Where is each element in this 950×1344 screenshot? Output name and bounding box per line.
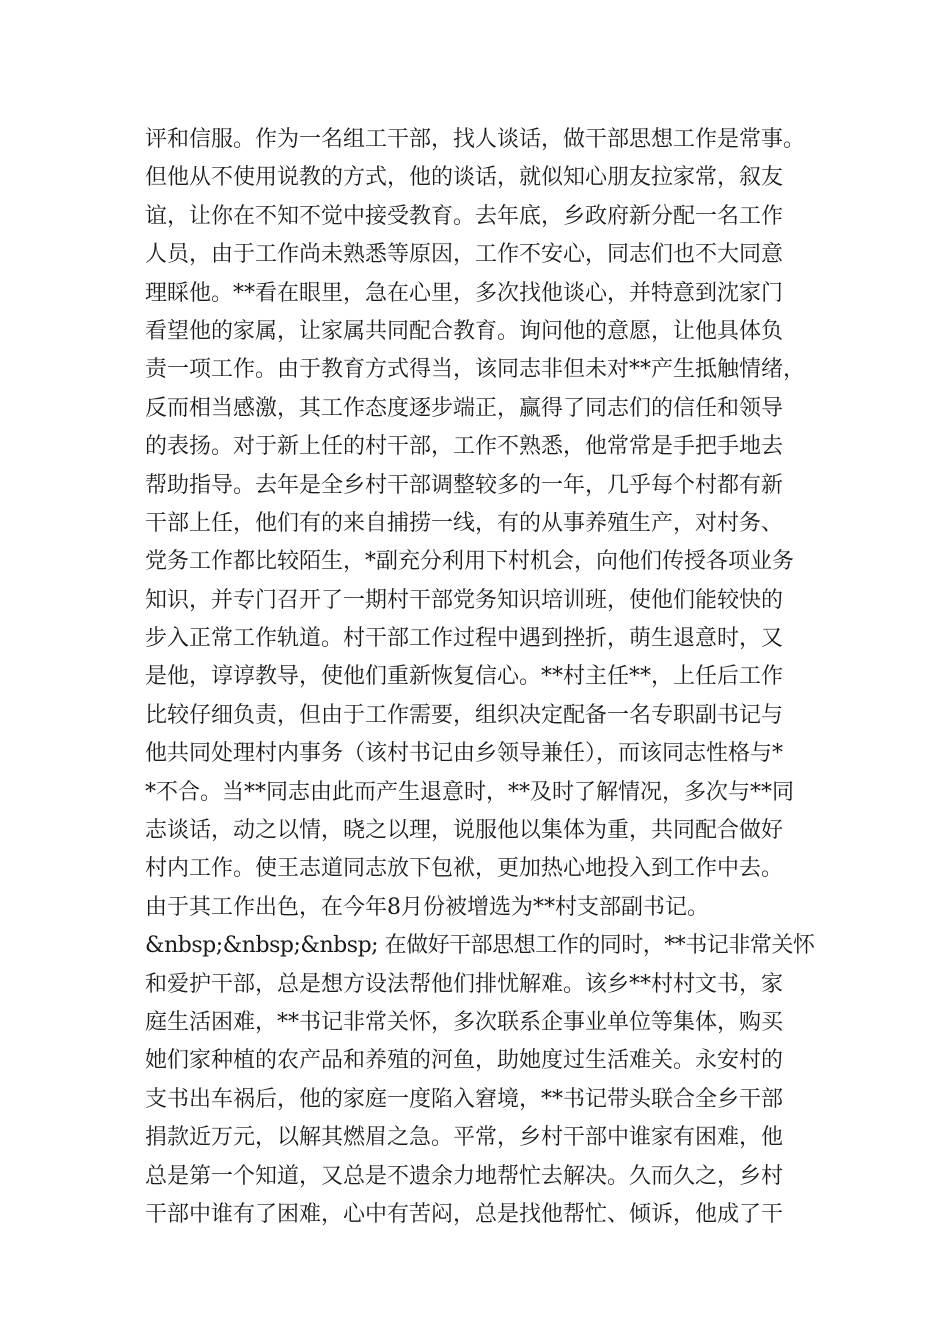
text-line: 庭生活困难，**书记非常关怀，多次联系企事业单位等集体，购买 (145, 1009, 784, 1035)
text-line: 知识，并专门召开了一期村干部党务知识培训班，使他们能较快的 (145, 587, 784, 613)
text-line: 总是第一个知道，又总是不遗余力地帮忙去解决。久而久之，乡村 (145, 1163, 784, 1189)
body-text (145, 121, 815, 1234)
text-line: 干部中谁有了困难，心中有苦闷，总是找他帮忙、倾诉，他成了干 (145, 1201, 784, 1227)
text-line: 人员，由于工作尚未熟悉等原因，工作不安心，同志们也不大同意 (145, 242, 784, 268)
text-line: 看望他的家属，让家属共同配合教育。询问他的意愿，让他具体负 (145, 318, 784, 344)
text-line: 反而相当感激，其工作态度逐步端正，赢得了同志们的信任和领导 (145, 395, 784, 421)
text-line: 村内工作。使王志道同志放下包袱，更加热心地投入到工作中去。 (145, 856, 784, 882)
text-line: 是他，谆谆教导，使他们重新恢复信心。**村主任**，上任后工作 (145, 664, 784, 690)
text-line: 支书出车祸后，他的家庭一度陷入窘境，**书记带头联合全乡干部 (145, 1086, 784, 1112)
text-line: &nbsp;&nbsp;&nbsp; 在做好干部思想工作的同时，**书记非常关怀 (145, 933, 815, 959)
text-line: 党务工作都比较陌生，*副充分利用下村机会，向他们传授各项业务 (145, 549, 795, 575)
text-line: *不合。当**同志由此而产生退意时，**及时了解情况，多次与**同 (145, 779, 795, 805)
text-line: 捐款近万元，以解其燃眉之急。平常，乡村干部中谁家有困难，他 (145, 1125, 784, 1151)
text-line: 志谈话，动之以情，晓之以理，说服他以集体为重，共同配合做好 (145, 818, 784, 844)
text-line: 帮助指导。去年是全乡村干部调整较多的一年，几乎每个村都有新 (145, 472, 784, 498)
text-line: 但他从不使用说教的方式，他的谈话，就似知心朋友拉家常，叙友 (145, 165, 784, 191)
text-line: 比较仔细负责，但由于工作需要，组织决定配备一名专职副书记与 (145, 702, 784, 728)
text-line: 的表扬。对于新上任的村干部，工作不熟悉，他常常是手把手地去 (145, 434, 784, 460)
text-line: 和爱护干部，总是想方设法帮他们排忧解难。该乡**村村文书，家 (145, 971, 784, 997)
text-line: 由于其工作出色，在今年8月份被增选为**村支部副书记。 (145, 894, 709, 920)
text-line: 责一项工作。由于教育方式得当，该同志非但未对**产生抵触情绪， (145, 357, 806, 383)
text-line: 理睬他。**看在眼里，急在心里，多次找他谈心，并特意到沈家门 (145, 280, 784, 306)
text-line: 他共同处理村内事务（该村书记由乡领导兼任），而该同志性格与* (145, 741, 784, 767)
text-line: 谊，让你在不知不觉中接受教育。去年底，乡政府新分配一名工作 (145, 203, 784, 229)
text-line: 她们家种植的农产品和养殖的河鱼，助她度过生活难关。永安村的 (145, 1048, 784, 1074)
text-line: 干部上任，他们有的来自捕捞一线，有的从事养殖生产，对村务、 (145, 510, 784, 536)
text-line: 步入正常工作轨道。村干部工作过程中遇到挫折，萌生退意时，又 (145, 626, 784, 652)
text-line: 评和信服。作为一名组工干部，找人谈话，做干部思想工作是常事。 (145, 127, 806, 152)
